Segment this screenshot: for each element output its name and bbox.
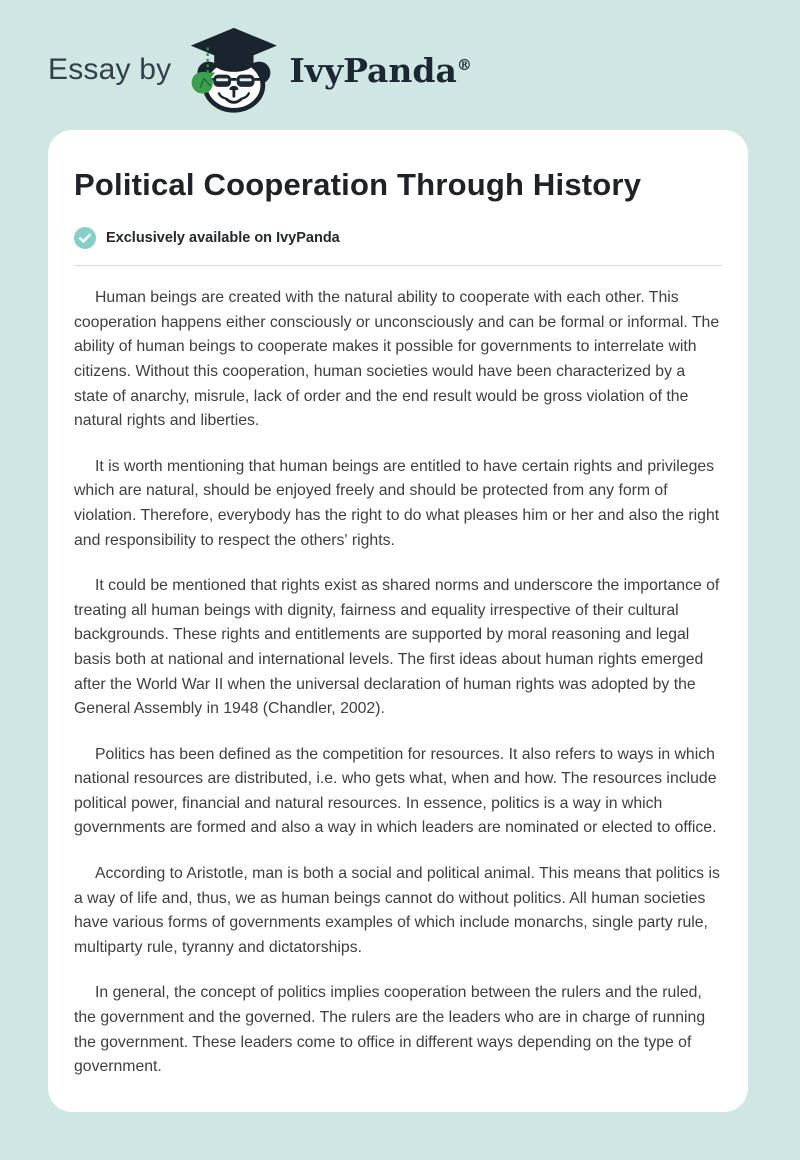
site-header: [0, 0, 800, 114]
exclusive-badge: [74, 227, 722, 249]
essay-paragraph: Human beings are created with the natural ability to cooperate with each other. This cooperation happens either consciously or unconsciously and can be formal or informal. The ability of human beings to cooperate makes it possible for governments to interrelate with citizens. Without this cooperation, human societies would have been characterized by a state of anarchy, misrule, lack of order and the end result would be gross violation of the natural rights and liberties.: [74, 289, 720, 430]
divider: [74, 265, 722, 266]
essay-by-label: Essay by: [48, 53, 172, 86]
panda-graduate-icon: [185, 26, 279, 114]
essay-paragraph: It could be mentioned that rights exist as shared norms and underscore the importance of treating all human beings with dignity, fairness and equality irrespective of their cultural backgrounds. These rights and entitlements are supported by moral reasoning and legal basis both at national and international levels. The first ideas about human rights emerged after the World War II when the universal declaration of human rights was adopted by the General Assembly in 1948 (Chandler, 2002).: [74, 577, 720, 718]
essay-card: [48, 130, 748, 1112]
registered-mark: ®: [456, 55, 472, 74]
essay-paragraph: It is worth mentioning that human beings are entitled to have certain rights and privileges which are natural, should be enjoyed freely and should be protected from any form of violation. Therefore, everybody has the right to do what pleases him or her and also the right and responsibility to respect the others' rights.: [74, 457, 720, 549]
brand-text: IvyPanda: [289, 50, 457, 90]
essay-paragraph: In general, the concept of politics implies cooperation between the rulers and the ruled, the government and the governed. The rulers are the leaders who are in charge of running the government. These leaders come to office in different ways depending on the type of government.: [74, 984, 706, 1076]
essay-title: Political Cooperation Through History: [74, 167, 642, 202]
essay-paragraph: Politics has been defined as the competition for resources. It also refers to ways in which national resources are distributed, i.e. who gets what, when and how. The resources include political power, financial and natural resources. In essence, politics is a way in which governments are formed and also a way in which leaders are nominated or elected to office.: [74, 745, 717, 837]
essay-paragraph: According to Aristotle, man is both a social and political animal. This means that politics is a way of life and, thus, we as human beings cannot do without politics. All human societies have various forms of governments examples of which include monarchs, single party rule, multiparty rule, tyranny and dictatorships.: [74, 865, 720, 956]
check-icon: [74, 227, 96, 249]
brand-name: [289, 51, 472, 90]
exclusive-badge-text: Exclusively available on IvyPanda: [106, 230, 340, 247]
